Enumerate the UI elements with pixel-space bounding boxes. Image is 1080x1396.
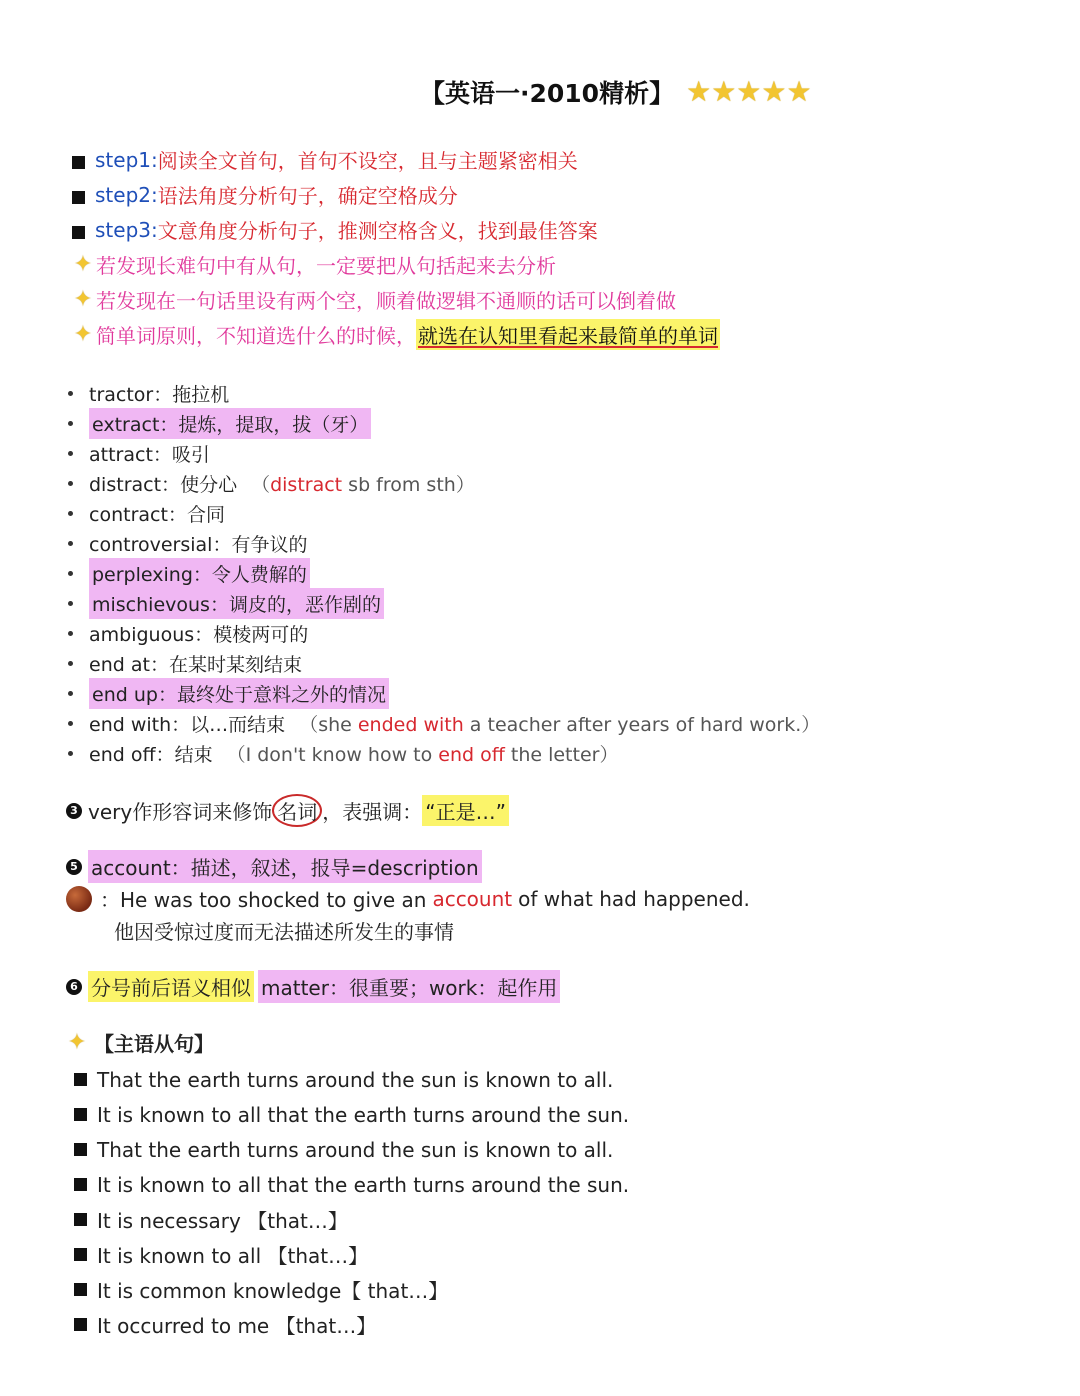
star-icon: ★ xyxy=(686,75,712,108)
vocab-meaning: 吸引 xyxy=(171,443,210,466)
step-label: step3: xyxy=(95,217,158,242)
example-keyword: distract xyxy=(270,473,343,496)
example-keyword: account xyxy=(432,886,513,911)
vocab-meaning: 最终处于意料之外的情况 xyxy=(176,683,386,706)
star-icon: ★ xyxy=(786,75,812,108)
bullet-icon xyxy=(68,481,73,486)
vocab-meaning: 调皮的，恶作剧的 xyxy=(228,593,381,616)
translation-text: 他因受惊过度而无法描述所发生的事情 xyxy=(114,920,454,944)
vocab-term: extract xyxy=(92,413,160,436)
note-text: account：描述，叙述，报导=description xyxy=(88,850,482,883)
vocab-term: attract xyxy=(89,443,153,466)
bullet-icon xyxy=(68,601,73,606)
bullet-icon xyxy=(68,541,73,546)
note-highlight: 分号前后语义相似 xyxy=(88,971,254,1002)
vocab-meaning: 使分心 xyxy=(180,473,238,496)
example-post: a teacher after years of hard work.） xyxy=(463,713,821,736)
vocab-meaning: 令人费解的 xyxy=(211,563,307,586)
square-bullet-icon xyxy=(74,1073,87,1086)
step-text: 文意角度分析句子，推测空格含义，找到最佳答案 xyxy=(157,219,598,243)
vocab-term: ambiguous xyxy=(89,623,195,646)
subject-clause-list xyxy=(74,1062,974,1342)
note-3 xyxy=(66,794,509,827)
star-icon: ★ xyxy=(711,75,737,108)
vocab-term: mischievous xyxy=(92,593,210,616)
note-5-translation xyxy=(114,916,454,945)
tip-row xyxy=(72,317,972,352)
vocab-item: end up：最终处于意料之外的情况 xyxy=(64,678,964,708)
note-text: matter：很重要；work：起作用 xyxy=(258,970,560,1003)
vocab-term: end with xyxy=(89,713,172,736)
star-icon: ★ xyxy=(761,75,787,108)
bullet-icon xyxy=(68,451,73,456)
sentence-text: It is necessary 【that…】 xyxy=(97,1209,348,1233)
step-label: step2: xyxy=(95,182,158,207)
square-bullet-icon xyxy=(74,1178,87,1191)
bullet-icon xyxy=(68,751,73,756)
step-text: 语法角度分析句子，确定空格成分 xyxy=(157,184,458,208)
tip-row xyxy=(72,282,972,317)
square-bullet-icon xyxy=(72,226,85,239)
sparkle-star-icon: ✦ xyxy=(73,287,93,312)
example-post: the letter） xyxy=(504,743,619,766)
vocab-item: contract：合同 xyxy=(64,498,964,528)
example-post: of what had happened. xyxy=(518,886,750,911)
vocab-meaning: 合同 xyxy=(186,503,225,526)
sentence-text: It is known to all that the earth turns around the sun. xyxy=(97,1102,630,1127)
square-bullet-icon xyxy=(74,1318,87,1331)
step-row xyxy=(72,177,972,212)
vocab-term: distract xyxy=(89,473,162,496)
number-badge: 5 xyxy=(66,859,82,875)
square-bullet-icon xyxy=(74,1213,87,1226)
vocab-item: end off：结束 （I don't know how to end off the letter） xyxy=(64,738,964,768)
sentence-item xyxy=(74,1237,974,1272)
sparkle-star-icon: ✦ xyxy=(73,322,93,347)
bullet-icon xyxy=(68,511,73,516)
step-text: 阅读全文首句，首句不设空，且与主题紧密相关 xyxy=(157,149,578,173)
example-pre: ：He was too shocked to give an xyxy=(100,888,427,912)
vocab-item: attract：吸引 xyxy=(64,438,964,468)
step-row xyxy=(72,142,972,177)
sentence-text: It is known to all 【that…】 xyxy=(97,1244,369,1268)
note-highlight: “正是…” xyxy=(422,795,509,826)
chestnut-icon xyxy=(66,886,92,912)
note-text: ，表强调： xyxy=(322,800,423,824)
section-heading: 【主语从句】 xyxy=(94,1032,214,1056)
vocab-item: ambiguous：模棱两可的 xyxy=(64,618,964,648)
square-bullet-icon xyxy=(72,191,85,204)
sentence-item xyxy=(74,1167,974,1202)
sentence-text: It is common knowledge【 that…】 xyxy=(97,1279,449,1303)
bullet-icon xyxy=(68,721,73,726)
vocab-meaning: 以…而结束 xyxy=(190,713,286,736)
number-badge: 6 xyxy=(66,979,82,995)
tip-text: 若发现在一句话里设有两个空，顺着做逻辑不通顺的话可以倒着做 xyxy=(96,289,676,313)
vocab-term: perplexing xyxy=(92,563,193,586)
note-text: very作形容词来修饰 xyxy=(88,800,273,824)
sentence-item xyxy=(74,1307,974,1342)
vocab-item: distract：使分心 （distract sb from sth） xyxy=(64,468,964,498)
tip-text: 简单词原则，不知道选什么的时候， xyxy=(96,324,416,348)
vocab-item: perplexing：令人费解的 xyxy=(64,558,964,588)
bullet-icon xyxy=(68,661,73,666)
rating-stars xyxy=(686,75,812,108)
vocab-meaning: 模棱两可的 xyxy=(213,623,309,646)
title-text: 【英语一·2010精析】 xyxy=(420,79,675,108)
note-5-example xyxy=(66,884,750,913)
vocab-meaning: 拖拉机 xyxy=(172,383,230,406)
example-keyword: end off xyxy=(438,743,505,766)
sentence-item xyxy=(74,1132,974,1167)
tip-text: 若发现长难句中有从句，一定要把从句括起来去分析 xyxy=(96,254,556,278)
vocab-term: tractor xyxy=(89,383,154,406)
vocab-meaning: 有争议的 xyxy=(231,533,308,556)
circled-word: 名词 xyxy=(272,794,322,827)
vocab-term: end at xyxy=(89,653,150,676)
note-5 xyxy=(66,850,482,883)
vocab-item: controversial：有争议的 xyxy=(64,528,964,558)
bullet-icon xyxy=(68,391,73,396)
vocab-item: tractor：拖拉机 xyxy=(64,378,964,408)
square-bullet-icon xyxy=(74,1283,87,1296)
step-label: step1: xyxy=(95,147,158,172)
step-row xyxy=(72,212,972,247)
sentence-item xyxy=(74,1202,974,1237)
example-pre: （I don't know how to xyxy=(226,743,439,766)
sparkle-star-icon: ✦ xyxy=(73,252,93,277)
subject-clause-heading xyxy=(66,1028,214,1057)
sentence-item xyxy=(74,1097,974,1132)
vocab-item: extract：提炼，提取，拔（牙） xyxy=(64,408,964,438)
example-post: sb from sth） xyxy=(342,473,475,496)
vocab-item: mischievous：调皮的，恶作剧的 xyxy=(64,588,964,618)
page-title xyxy=(420,74,812,110)
vocab-item: end at：在某时某刻结束 xyxy=(64,648,964,678)
square-bullet-icon xyxy=(74,1248,87,1261)
sentence-text: It occurred to me 【that…】 xyxy=(97,1314,377,1338)
bullet-icon xyxy=(68,571,73,576)
tip-highlight: 就选在认知里看起来最简单的单词 xyxy=(416,319,720,350)
vocab-item: end with：以…而结束 （she ended with a teacher after years of hard work.） xyxy=(64,708,964,738)
square-bullet-icon xyxy=(72,156,85,169)
vocab-term: controversial xyxy=(89,533,213,556)
sentence-item xyxy=(74,1062,974,1097)
sentence-item xyxy=(74,1272,974,1307)
vocab-term: end off xyxy=(89,743,156,766)
sentence-text: That the earth turns around the sun is known to all. xyxy=(97,1067,614,1092)
square-bullet-icon xyxy=(74,1143,87,1156)
vocab-meaning: 在某时某刻结束 xyxy=(168,653,302,676)
example-keyword: ended with xyxy=(357,713,464,736)
square-bullet-icon xyxy=(74,1108,87,1121)
sparkle-star-icon: ✦ xyxy=(67,1030,87,1055)
bullet-icon xyxy=(68,631,73,636)
steps-section xyxy=(72,142,972,352)
example-pre: （ xyxy=(251,473,271,496)
note-6 xyxy=(66,970,560,1003)
sentence-text: It is known to all that the earth turns around the sun. xyxy=(97,1172,630,1197)
bullet-icon xyxy=(68,421,73,426)
star-icon: ★ xyxy=(736,75,762,108)
bullet-icon xyxy=(68,691,73,696)
vocab-term: end up xyxy=(92,683,158,706)
example-pre: （she xyxy=(299,713,358,736)
vocab-list xyxy=(64,378,964,768)
number-badge: 3 xyxy=(66,803,82,819)
vocab-meaning: 提炼，提取，拔（牙） xyxy=(178,413,369,436)
sentence-text: That the earth turns around the sun is known to all. xyxy=(97,1137,614,1162)
tip-row xyxy=(72,247,972,282)
vocab-term: contract xyxy=(89,503,168,526)
vocab-meaning: 结束 xyxy=(174,743,213,766)
